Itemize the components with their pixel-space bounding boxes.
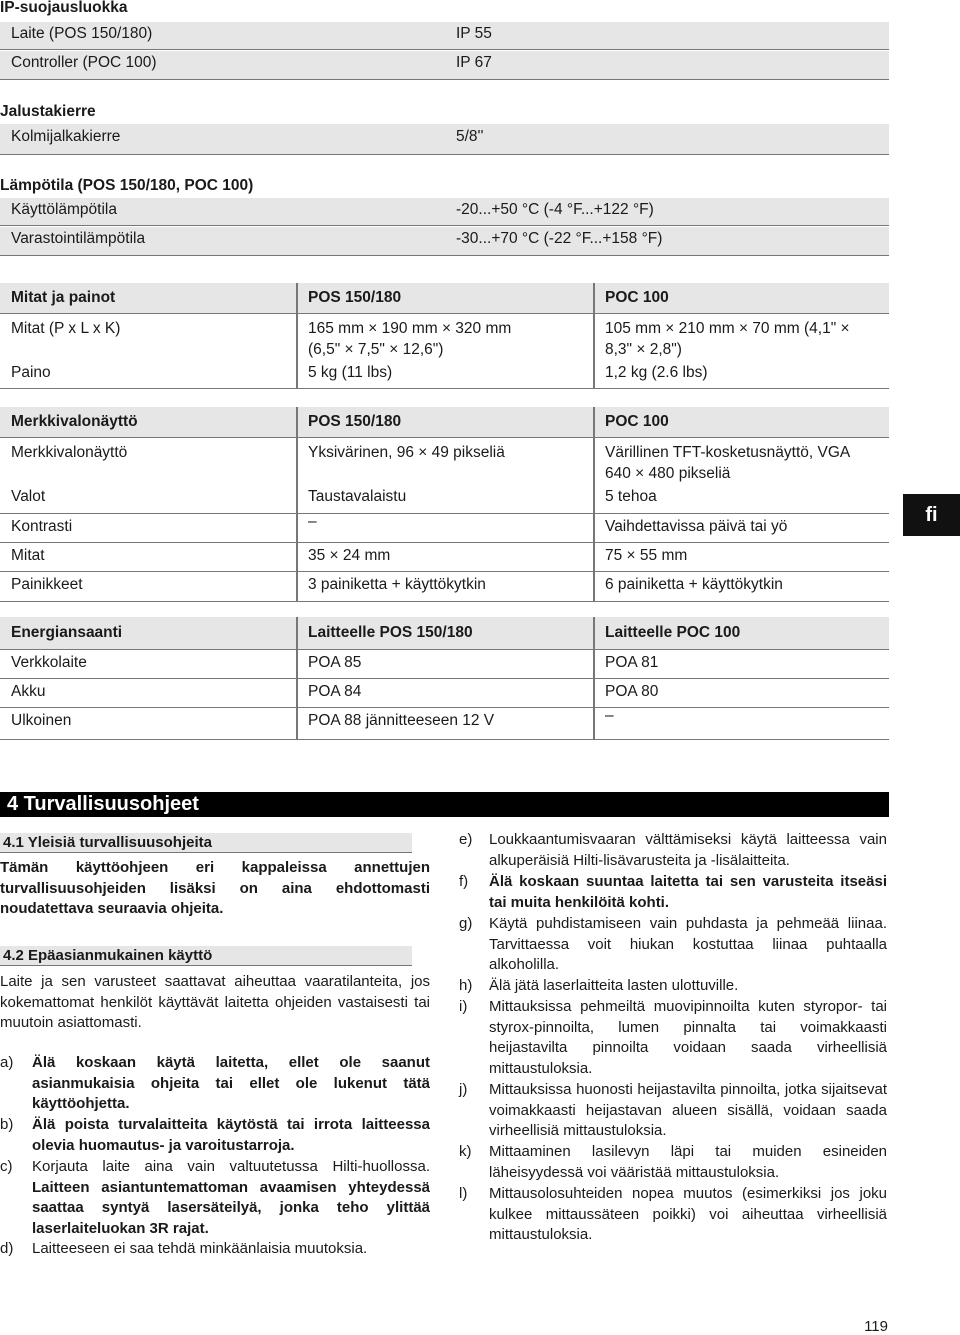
list-item-letter: e) [459, 831, 473, 848]
list-item-letter: d) [0, 1240, 14, 1257]
list-item-text: Mittauksissa huonosti heijastavilta pinnoilta, jotka sijaitsevat voimakkaasti heijastavan alueen sisällä, voidaan saada virheellisiä mittaustuloksia. [489, 1081, 887, 1140]
row-value: IP 55 [456, 25, 492, 42]
cell-value: POA 81 [605, 654, 659, 671]
row-label: Varastointilämpötila [11, 230, 146, 247]
cell-value: 35 × 24 mm [308, 547, 391, 564]
row-label: Mitat (P x L x K) [11, 320, 121, 337]
page-number: 119 [864, 1318, 888, 1335]
chapter-heading: 4 Turvallisuusohjeet [0, 792, 889, 817]
column-header: POS 150/180 [308, 289, 402, 306]
cell-value: 6 painiketta + käyttökytkin [605, 576, 783, 593]
list-item-text: Mittaaminen lasilevyn läpi tai muiden esineiden läheisyydessä voi vääristää mittaustuloksia. [489, 1143, 887, 1181]
table-row [0, 198, 889, 226]
row-value: -20...+50 °C (-4 °F...+122 °F) [456, 201, 654, 218]
column-header: Energiansaanti [11, 624, 123, 641]
list-item-text: Älä koskaan käytä laitetta, ellet ole saanut asianmukaisia ohjeita tai ellet ole lukenut tätä käyttöohjetta. [32, 1054, 430, 1113]
table-row [0, 22, 889, 50]
cell-value: Vaihdettavissa päivä tai yö [605, 518, 788, 535]
cell-value: 640 × 480 pikseliä [605, 465, 731, 482]
table-row [0, 573, 889, 602]
section-4-1-text: Tämän käyttöohjeen eri kappaleissa annettujen turvallisuusohjeiden lisäksi on aina ehdottomasti noudatettava seuraavia ohjeita. [0, 859, 430, 918]
row-label: Kontrasti [11, 518, 73, 535]
column-divider [593, 617, 595, 739]
section-heading-4-2: 4.2 Epäasianmukainen käyttö [0, 946, 412, 966]
cell-value: POA 80 [605, 683, 659, 700]
section-4-2-text: Laite ja sen varusteet saattavat aiheuttaa vaaratilanteita, jos kokemattomat henkilöt käyttävät laitetta ohjeiden vastaisesti tai muutoin asiattomasti. [0, 973, 430, 1032]
row-label: Merkkivalonäyttö [11, 444, 128, 461]
cell-value: Taustavalaistu [308, 488, 407, 505]
cell-value: 165 mm × 190 mm × 320 mm [308, 320, 512, 337]
list-item-text: Mittauksissa pehmeiltä muovipinnoilta kuten styropor- tai styrox-pinnoilta, lumen pinnalta tai voimakkaasti heijastavilta pinnoilta voidaan saada virheellisiä mittaustuloksia. [489, 998, 887, 1077]
cell-value: POA 84 [308, 683, 362, 700]
table-row [0, 227, 889, 256]
cell-value: 5 kg (11 lbs) [308, 364, 393, 381]
column-header: POS 150/180 [308, 413, 402, 430]
temperature-section-title: Lämpötila (POS 150/180, POC 100) [0, 177, 254, 194]
list-item-letter: g) [459, 915, 473, 932]
cell-value: 1,2 kg (2.6 lbs) [605, 364, 708, 381]
table-row [0, 486, 889, 514]
list-item-letter: l) [459, 1185, 468, 1202]
list-item-letter: f) [459, 873, 469, 890]
list-item-text: Älä poista turvalaitteita käytöstä tai irrota laitteessa olevia huomautus- ja varoitustarroja. [32, 1116, 430, 1154]
column-divider [296, 283, 298, 388]
table-row [0, 362, 889, 389]
row-label: Mitat [11, 547, 45, 564]
cell-value: 75 × 55 mm [605, 547, 688, 564]
row-label: Painikkeet [11, 576, 83, 593]
row-value: IP 67 [456, 54, 492, 71]
section-heading-4-1: 4.1 Yleisiä turvallisuusohjeita [0, 833, 412, 853]
list-item-text: Käytä puhdistamiseen vain puhdasta ja pehmeää liinaa. Tarvittaessa voit hiukan kostuttaa liinaa puhtaalla alkoholilla. [489, 915, 887, 974]
thread-section-title: Jalustakierre [0, 103, 96, 120]
list-item-text: Älä koskaan suuntaa laitetta tai sen varusteita itseäsi tai muita henkilöitä kohti. [489, 873, 887, 911]
cell-value: 3 painiketta + käyttökytkin [308, 576, 486, 593]
column-divider [593, 407, 595, 601]
table-row [0, 515, 889, 543]
list-item-text: Mittausolosuhteiden nopea muutos (esimerkiksi jos joku kulkee mittaussäteen poikki) voi aiheuttaa virheellisiä mittaustuloksia. [489, 1185, 887, 1244]
table-row [0, 709, 889, 740]
table-header-row [0, 283, 889, 314]
table-header-row [0, 617, 889, 650]
row-label: Valot [11, 488, 46, 505]
column-divider [593, 283, 595, 388]
cell-value: 105 mm × 210 mm × 70 mm (4,1" × [605, 320, 850, 337]
table-row [0, 680, 889, 708]
column-divider [296, 617, 298, 739]
list-item-normal-text: Korjauta laite aina vain valtuutetussa Hilti-huollossa. [32, 1158, 430, 1175]
cell-value: 8,3" × 2,8") [605, 341, 682, 358]
list-item-text [32, 1157, 430, 1239]
language-tab: fi [903, 494, 960, 536]
row-label: Kolmijalkakierre [11, 128, 121, 145]
cell-value: POA 85 [308, 654, 362, 671]
list-item-letter: i) [459, 998, 468, 1015]
cell-value: – [605, 707, 614, 724]
list-item-letter: j) [459, 1081, 468, 1098]
list-item-letter: b) [0, 1116, 14, 1133]
row-label: Akku [11, 683, 46, 700]
row-label: Controller (POC 100) [11, 54, 157, 71]
table-row [0, 439, 889, 486]
column-header: Merkkivalonäyttö [11, 413, 138, 430]
table-header-row [0, 407, 889, 438]
row-label: Ulkoinen [11, 712, 72, 729]
list-item-letter: a) [0, 1054, 14, 1071]
table-row [0, 651, 889, 679]
cell-value: POA 88 jännitteeseen 12 V [308, 712, 495, 729]
list-item-text: Loukkaantumisvaaran välttämiseksi käytä laitteessa vain alkuperäisiä Hilti-lisävarusteita ja -lisälaitteita. [489, 831, 887, 869]
cell-value: (6,5" × 7,5" × 12,6") [308, 341, 444, 358]
row-value: -30...+70 °C (-22 °F...+158 °F) [456, 230, 663, 247]
table-row [0, 51, 889, 80]
column-header: Mitat ja painot [11, 289, 116, 306]
row-label: Verkkolaite [11, 654, 87, 671]
cell-value: Yksivärinen, 96 × 49 pikseliä [308, 444, 505, 461]
list-item-bold-text: Laitteen asiantuntemattoman avaamisen yhteydessä saattaa syntyä lasersäteilyä, jonka teho ylittää laserlaiteluokan 3R rajat. [32, 1178, 430, 1237]
column-header: Laitteelle POC 100 [605, 624, 741, 641]
list-item-letter: k) [459, 1143, 472, 1160]
column-header: Laitteelle POS 150/180 [308, 624, 473, 641]
row-label: Käyttölämpötila [11, 201, 117, 218]
column-divider [296, 407, 298, 601]
list-item-letter: c) [0, 1158, 13, 1175]
cell-value: Värillinen TFT-kosketusnäyttö, VGA [605, 444, 851, 461]
table-row [0, 544, 889, 572]
ip-section-title: IP-suojausluokka [0, 0, 128, 16]
cell-value: – [308, 513, 317, 530]
cell-value: 5 tehoa [605, 488, 657, 505]
list-item-text: Laitteeseen ei saa tehdä minkäänlaisia muutoksia. [32, 1240, 368, 1257]
list-item-text: Älä jätä laserlaitteita lasten ulottuville. [489, 977, 739, 994]
table-row [0, 124, 889, 155]
row-label: Laite (POS 150/180) [11, 25, 153, 42]
column-header: POC 100 [605, 413, 669, 430]
row-value: 5/8'' [456, 128, 484, 145]
column-header: POC 100 [605, 289, 669, 306]
row-label: Paino [11, 364, 51, 381]
table-row [0, 315, 889, 362]
list-item-letter: h) [459, 977, 473, 994]
